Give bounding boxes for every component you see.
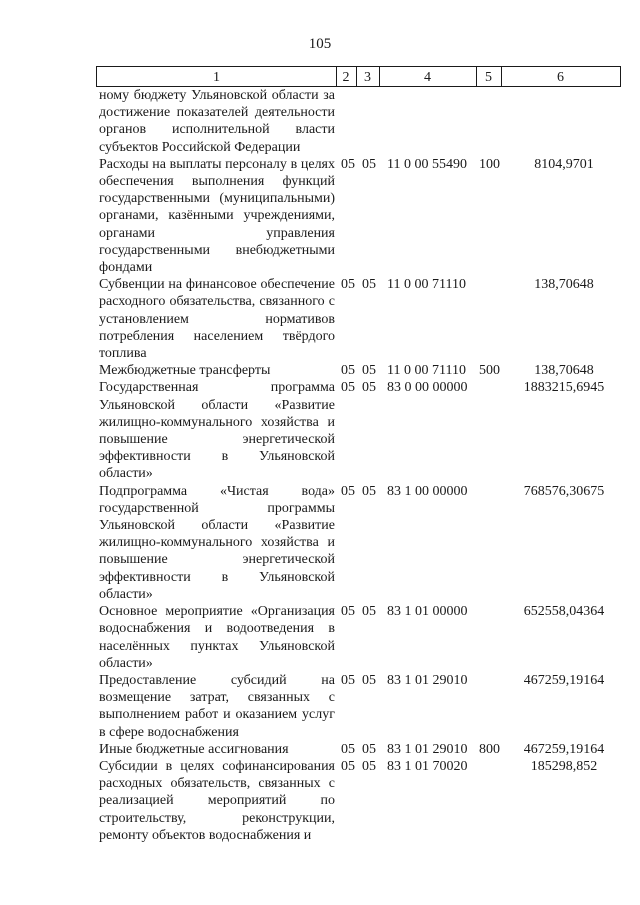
row-vr: 100 [479, 156, 500, 172]
table-row [0, 483, 640, 603]
row-pr: 05 [362, 672, 376, 688]
row-description: Подпрограмма «Чистая вода» государственной программы Ульяновской области «Развитие жилищно-коммунального хозяйства и повышение энергетической эффективности в Ульяновской области» [99, 483, 335, 602]
row-sum: 138,70648 [534, 363, 594, 379]
row-sum: 8104,9701 [534, 156, 594, 172]
row-pr: 05 [362, 156, 376, 172]
table-row [0, 603, 640, 672]
row-csr: 11 0 00 71110 [387, 277, 466, 293]
row-pr: 05 [362, 758, 376, 774]
row-rz: 05 [341, 156, 355, 172]
row-rz: 05 [341, 672, 355, 688]
row-rz: 05 [341, 363, 355, 379]
row-csr: 83 1 01 00000 [387, 604, 468, 620]
header-col-6: 6 [501, 66, 621, 87]
row-description: Расходы на выплаты персоналу в целях обеспечения выполнения функций государственными (муниципальными) органами, казёнными учреждениями, органами управления государственными внебюджетными фондами [99, 156, 335, 276]
row-description: ному бюджету Ульяновской области за достижение показателей деятельности органов исполнительной власти субъектов Российской Федерации [99, 88, 335, 155]
row-pr: 05 [362, 741, 376, 757]
table-row [0, 87, 640, 156]
row-csr: 83 0 00 00000 [387, 380, 468, 396]
header-col-4: 4 [379, 66, 477, 87]
table-row [0, 156, 640, 276]
row-csr: 11 0 00 55490 [387, 156, 467, 172]
row-sum: 768576,30675 [523, 483, 605, 499]
table-row [0, 741, 640, 758]
row-rz: 05 [341, 604, 355, 620]
table-row [0, 758, 640, 844]
row-vr: 500 [479, 363, 500, 379]
table-row [0, 276, 640, 362]
page-number: 105 [308, 36, 332, 52]
table-row [0, 379, 640, 482]
row-sum: 185298,852 [530, 758, 598, 774]
row-sum: 138,70648 [534, 277, 594, 293]
row-pr: 05 [362, 483, 376, 499]
table-body [0, 87, 640, 844]
row-csr: 83 1 00 00000 [387, 483, 468, 499]
row-pr: 05 [362, 380, 376, 396]
row-pr: 05 [362, 363, 376, 379]
row-csr: 83 1 01 29010 [387, 741, 468, 757]
row-sum: 467259,19164 [523, 741, 605, 757]
row-vr: 800 [479, 741, 500, 757]
row-rz: 05 [341, 483, 355, 499]
row-pr: 05 [362, 604, 376, 620]
row-sum: 467259,19164 [523, 672, 605, 688]
row-description: Межбюджетные трансферты [99, 363, 271, 379]
row-csr: 11 0 00 71110 [387, 363, 466, 379]
row-csr: 83 1 01 29010 [387, 672, 468, 688]
row-description: Иные бюджетные ассигнования [99, 741, 289, 757]
table-row [0, 672, 640, 741]
row-rz: 05 [341, 380, 355, 396]
row-description: Основное мероприятие «Организация водоснабжения и водоотведения в населённых пунктах Ульяновской области» [99, 604, 335, 671]
header-col-5: 5 [476, 66, 502, 87]
row-rz: 05 [341, 741, 355, 757]
row-description: Государственная программа Ульяновской области «Развитие жилищно-коммунального хозяйства и повышение энергетической эффективности в Ульяновской области» [99, 380, 335, 482]
row-rz: 05 [341, 758, 355, 774]
header-col-1: 1 [96, 66, 337, 87]
row-sum: 652558,04364 [523, 604, 605, 620]
row-pr: 05 [362, 277, 376, 293]
header-col-2: 2 [336, 66, 357, 87]
row-csr: 83 1 01 70020 [387, 758, 468, 774]
table-row [0, 362, 640, 379]
row-description: Субсидии в целях софинансирования расходных обязательств, связанных с реализацией мероприятий по строительству, реконструкции, ремонту объектов водоснабжения и [99, 758, 335, 843]
header-col-3: 3 [356, 66, 380, 87]
row-rz: 05 [341, 277, 355, 293]
row-sum: 1883215,6945 [523, 380, 605, 396]
row-description: Субвенции на финансовое обеспечение расходного обязательства, связанного с установлением нормативов потребления населением твёрдого топлива [99, 277, 335, 362]
row-description: Предоставление субсидий на возмещение затрат, связанных с выполнением работ и оказанием услуг в сфере водоснабжения [99, 672, 335, 740]
